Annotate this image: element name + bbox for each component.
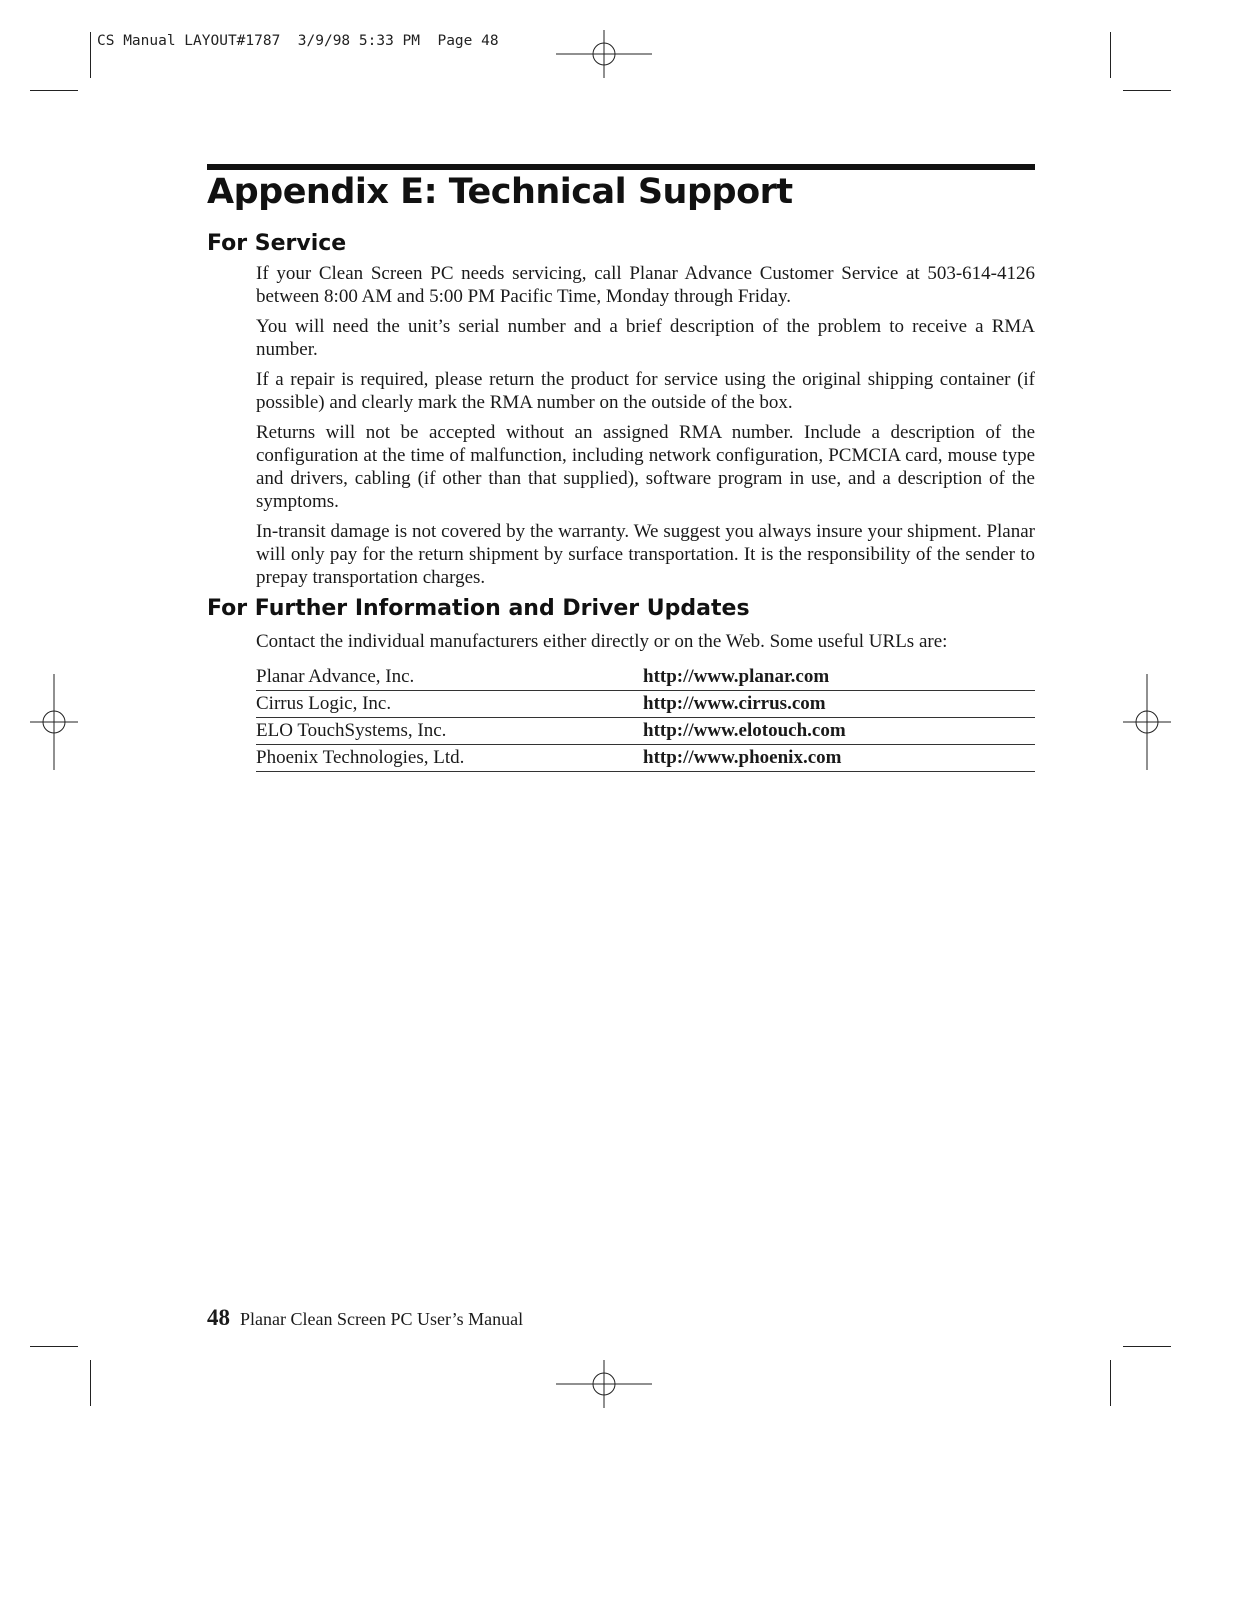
table-row: [256, 691, 1035, 718]
section-heading-service: For Service: [207, 231, 347, 256]
paragraph: If your Clean Screen PC needs servicing, call Planar Advance Customer Service at 503-614-4126 between 8:00 AM and 5:00 PM Pacific Time, Monday through Friday.: [256, 263, 1035, 307]
table-row: [256, 664, 1035, 691]
section-heading-info: For Further Information and Driver Updates: [207, 596, 750, 621]
paragraph: If a repair is required, please return the product for service using the original shipping container (if possible) and clearly mark the RMA number on the outside of the box.: [256, 369, 1035, 413]
info-intro: [256, 630, 1035, 660]
paragraph: Contact the individual manufacturers either directly or on the Web. Some useful URLs are:: [256, 631, 948, 652]
crop-mark: [30, 1346, 78, 1347]
crop-mark: [1110, 32, 1111, 78]
company-name: ELO TouchSystems, Inc.: [256, 718, 643, 745]
paragraph: Returns will not be accepted without an assigned RMA number. Include a description of the configuration at the time of malfunction, including network configuration, PCMCIA card, mouse type and drivers, cabling (if other than that supplied), software program in use, and a description of the symptoms.: [256, 422, 1035, 512]
service-body: [256, 262, 1035, 596]
url-link[interactable]: http://www.elotouch.com: [643, 718, 1035, 745]
url-link[interactable]: http://www.cirrus.com: [643, 691, 1035, 718]
crop-mark: [1123, 90, 1171, 91]
company-name: Cirrus Logic, Inc.: [256, 691, 643, 718]
url-link[interactable]: http://www.phoenix.com: [643, 745, 1035, 772]
registration-mark-icon: [1123, 674, 1171, 770]
url-table: [256, 664, 1035, 772]
crop-mark: [1123, 1346, 1171, 1347]
paragraph: You will need the unit’s serial number and a brief description of the problem to receive a RMA number.: [256, 316, 1035, 360]
table-row: [256, 718, 1035, 745]
crop-mark: [90, 32, 91, 78]
paragraph: In-transit damage is not covered by the warranty. We suggest you always insure your shipment. Planar will only pay for the return shipment by surface transportation. It is the responsibility of the sender to prepay transportation charges.: [256, 521, 1035, 588]
table-row: [256, 745, 1035, 772]
crop-mark: [1110, 1360, 1111, 1406]
company-name: Phoenix Technologies, Ltd.: [256, 745, 643, 772]
print-slug: CS Manual LAYOUT#1787 3/9/98 5:33 PM Page 48: [97, 33, 499, 49]
manual-title: Planar Clean Screen PC User’s Manual: [240, 1309, 524, 1329]
company-name: Planar Advance, Inc.: [256, 664, 643, 691]
registration-mark-icon: [556, 1360, 652, 1408]
crop-mark: [90, 1360, 91, 1406]
page-number: 48: [207, 1305, 230, 1330]
crop-mark: [30, 90, 78, 91]
registration-mark-icon: [30, 674, 78, 770]
registration-mark-icon: [556, 30, 652, 78]
page-footer: [207, 1305, 523, 1331]
title-rule: [207, 164, 1035, 170]
url-link[interactable]: http://www.planar.com: [643, 664, 1035, 691]
page-title: Appendix E: Technical Support: [207, 172, 793, 212]
